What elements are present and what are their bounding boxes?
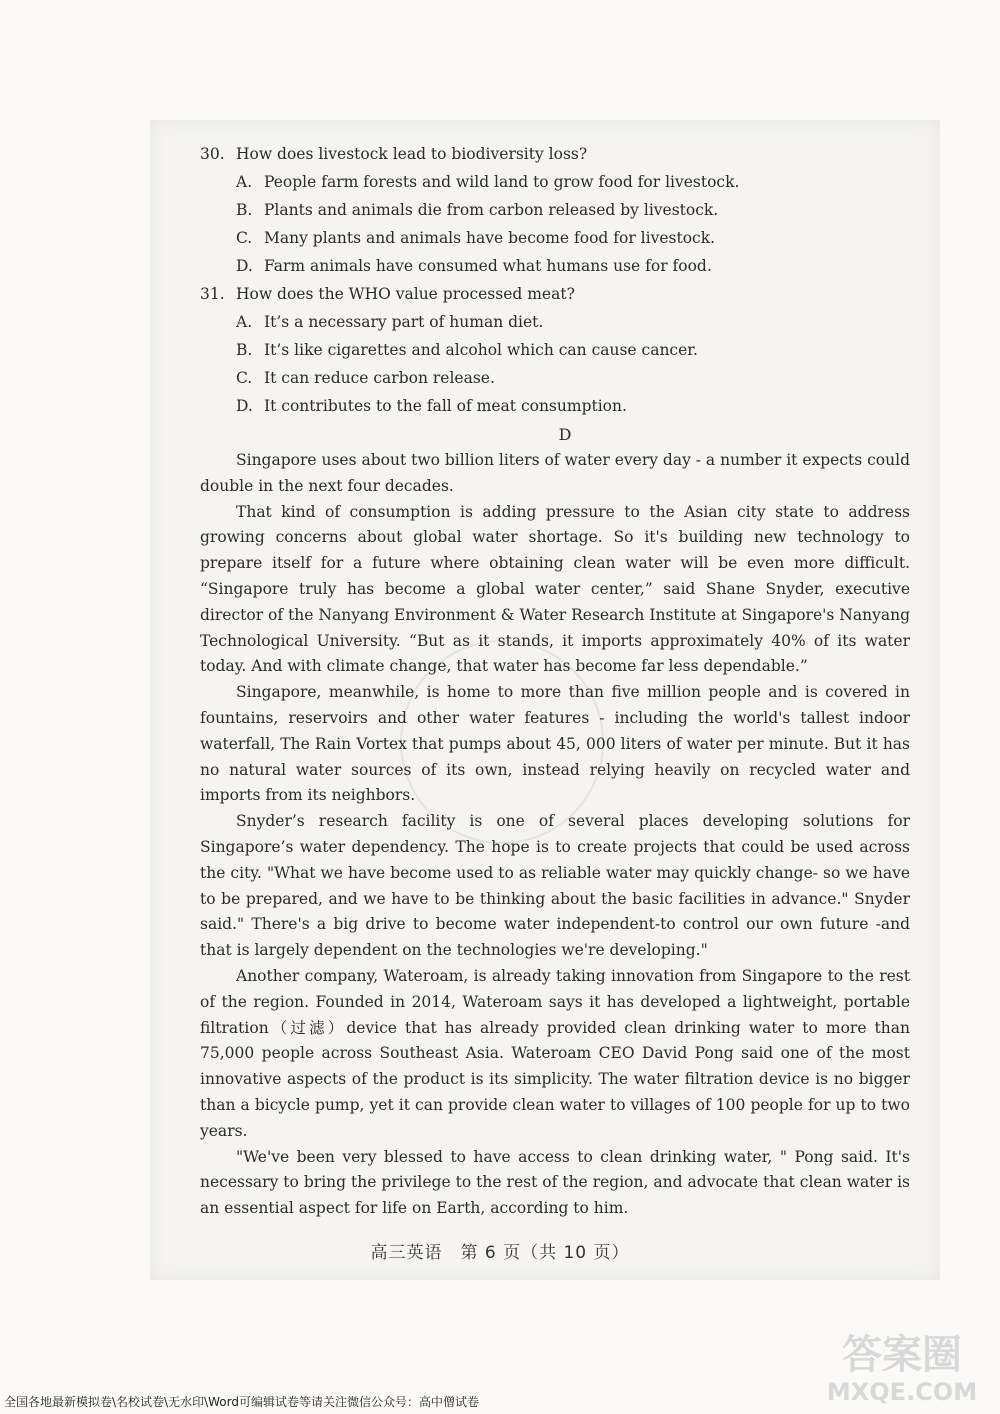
option-c bbox=[200, 364, 910, 392]
option-letter: C. bbox=[236, 229, 253, 247]
bottom-banner: 全国各地最新模拟卷\名校试卷\无水印\Word可编辑试卷等请关注微信公众号：高中僧试卷 bbox=[4, 1395, 479, 1409]
question-stem bbox=[200, 280, 910, 308]
question-31 bbox=[200, 280, 910, 420]
passage-paragraph: That kind of consumption is adding pressure to the Asian city state to address growing concerns about global water shortage. So it's building new technology to prepare itself for a future where obtaining clean water will be even more difficult. “Singapore truly has become a global water center,” said Shane Snyder, executive director of the Nanyang Environment & Water Research Institute at Singapore's Nanyang Technological University. “But as it stands, it imports approximately 40% of its water today. And with climate change, that water has become far less dependable.” bbox=[200, 502, 910, 676]
option-c bbox=[200, 224, 910, 252]
option-text: It contributes to the fall of meat consumption. bbox=[264, 397, 627, 415]
option-text: It’s like cigarettes and alcohol which can cause cancer. bbox=[264, 341, 698, 359]
option-text: People farm forests and wild land to grow food for livestock. bbox=[264, 173, 740, 191]
option-text: Farm animals have consumed what humans use for food. bbox=[264, 257, 712, 275]
section-heading: D bbox=[558, 425, 572, 444]
page-number-footer: 高三英语 第 6 页（共 10 页） bbox=[370, 1243, 630, 1263]
passage-paragraph: Singapore, meanwhile, is home to more than five million people and is covered in fountains, reservoirs and other water features - including the world's tallest indoor waterfall, The Rain Vortex that pumps about 45, 000 liters of water per minute. But it has no natural water sources of its own, instead relying heavily on recycled water and imports from its neighbors. bbox=[200, 683, 910, 805]
question-number: 31. bbox=[200, 285, 225, 303]
option-d bbox=[200, 252, 910, 280]
question-text: How does livestock lead to biodiversity loss? bbox=[236, 145, 588, 163]
option-b bbox=[200, 196, 910, 224]
question-number: 30. bbox=[200, 145, 225, 163]
option-letter: B. bbox=[236, 341, 253, 359]
option-text: Plants and animals die from carbon released by livestock. bbox=[264, 201, 719, 219]
logo-site: MXQE.COM bbox=[826, 1378, 978, 1406]
passage-paragraph: "We've been very blessed to have access to clean drinking water, " Pong said. It's necessary to bring the privilege to the rest of the region, and advocate that clean water is an essential aspect for life on Earth, according to him. bbox=[200, 1147, 910, 1218]
option-letter: A. bbox=[236, 313, 253, 331]
passage-paragraph: Snyder’s research facility is one of several places developing solutions for Singapore’s water dependency. The hope is to create projects that could be used across the city. "What we have become used to as reliable water may quickly change- so we have to be prepared, and we have to be thinking about the basic facilities in advance." Snyder said." There's a big drive to become water independent-to control our own future -and that is largely dependent on the technologies we're developing." bbox=[200, 812, 910, 960]
option-b bbox=[200, 336, 910, 364]
option-a bbox=[200, 308, 910, 336]
question-text: How does the WHO value processed meat? bbox=[236, 285, 575, 303]
option-text: It can reduce carbon release. bbox=[264, 369, 495, 387]
question-stem bbox=[200, 140, 910, 168]
logo-text: 答案圈 bbox=[842, 1332, 962, 1378]
option-d bbox=[200, 392, 910, 420]
option-letter: C. bbox=[236, 369, 253, 387]
option-letter: D. bbox=[236, 397, 253, 415]
option-a bbox=[200, 168, 910, 196]
option-text: It’s a necessary part of human diet. bbox=[264, 313, 544, 331]
page-content bbox=[200, 140, 910, 1222]
reading-passage bbox=[200, 448, 910, 1222]
option-letter: D. bbox=[236, 257, 253, 275]
option-text: Many plants and animals have become food for livestock. bbox=[264, 229, 716, 247]
passage-paragraph: Another company, Wateroam, is already taking innovation from Singapore to the rest of the region. Founded in 2014, Wateroam says it has developed a lightweight, portable filtration（过滤）device that has already provided clean drinking water to more than 75,000 people across Southeast Asia. Wateroam CEO David Pong said one of the most innovative aspects of the product is its simplicity. The water filtration device is no bigger than a bicycle pump, yet it can provide clean water to villages of 100 people for up to two years. bbox=[200, 966, 910, 1140]
passage-paragraph: Singapore uses about two billion liters of water every day - a number it expects could double in the next four decades. bbox=[200, 451, 910, 495]
question-30 bbox=[200, 140, 910, 280]
option-letter: B. bbox=[236, 201, 253, 219]
option-letter: A. bbox=[236, 173, 253, 191]
